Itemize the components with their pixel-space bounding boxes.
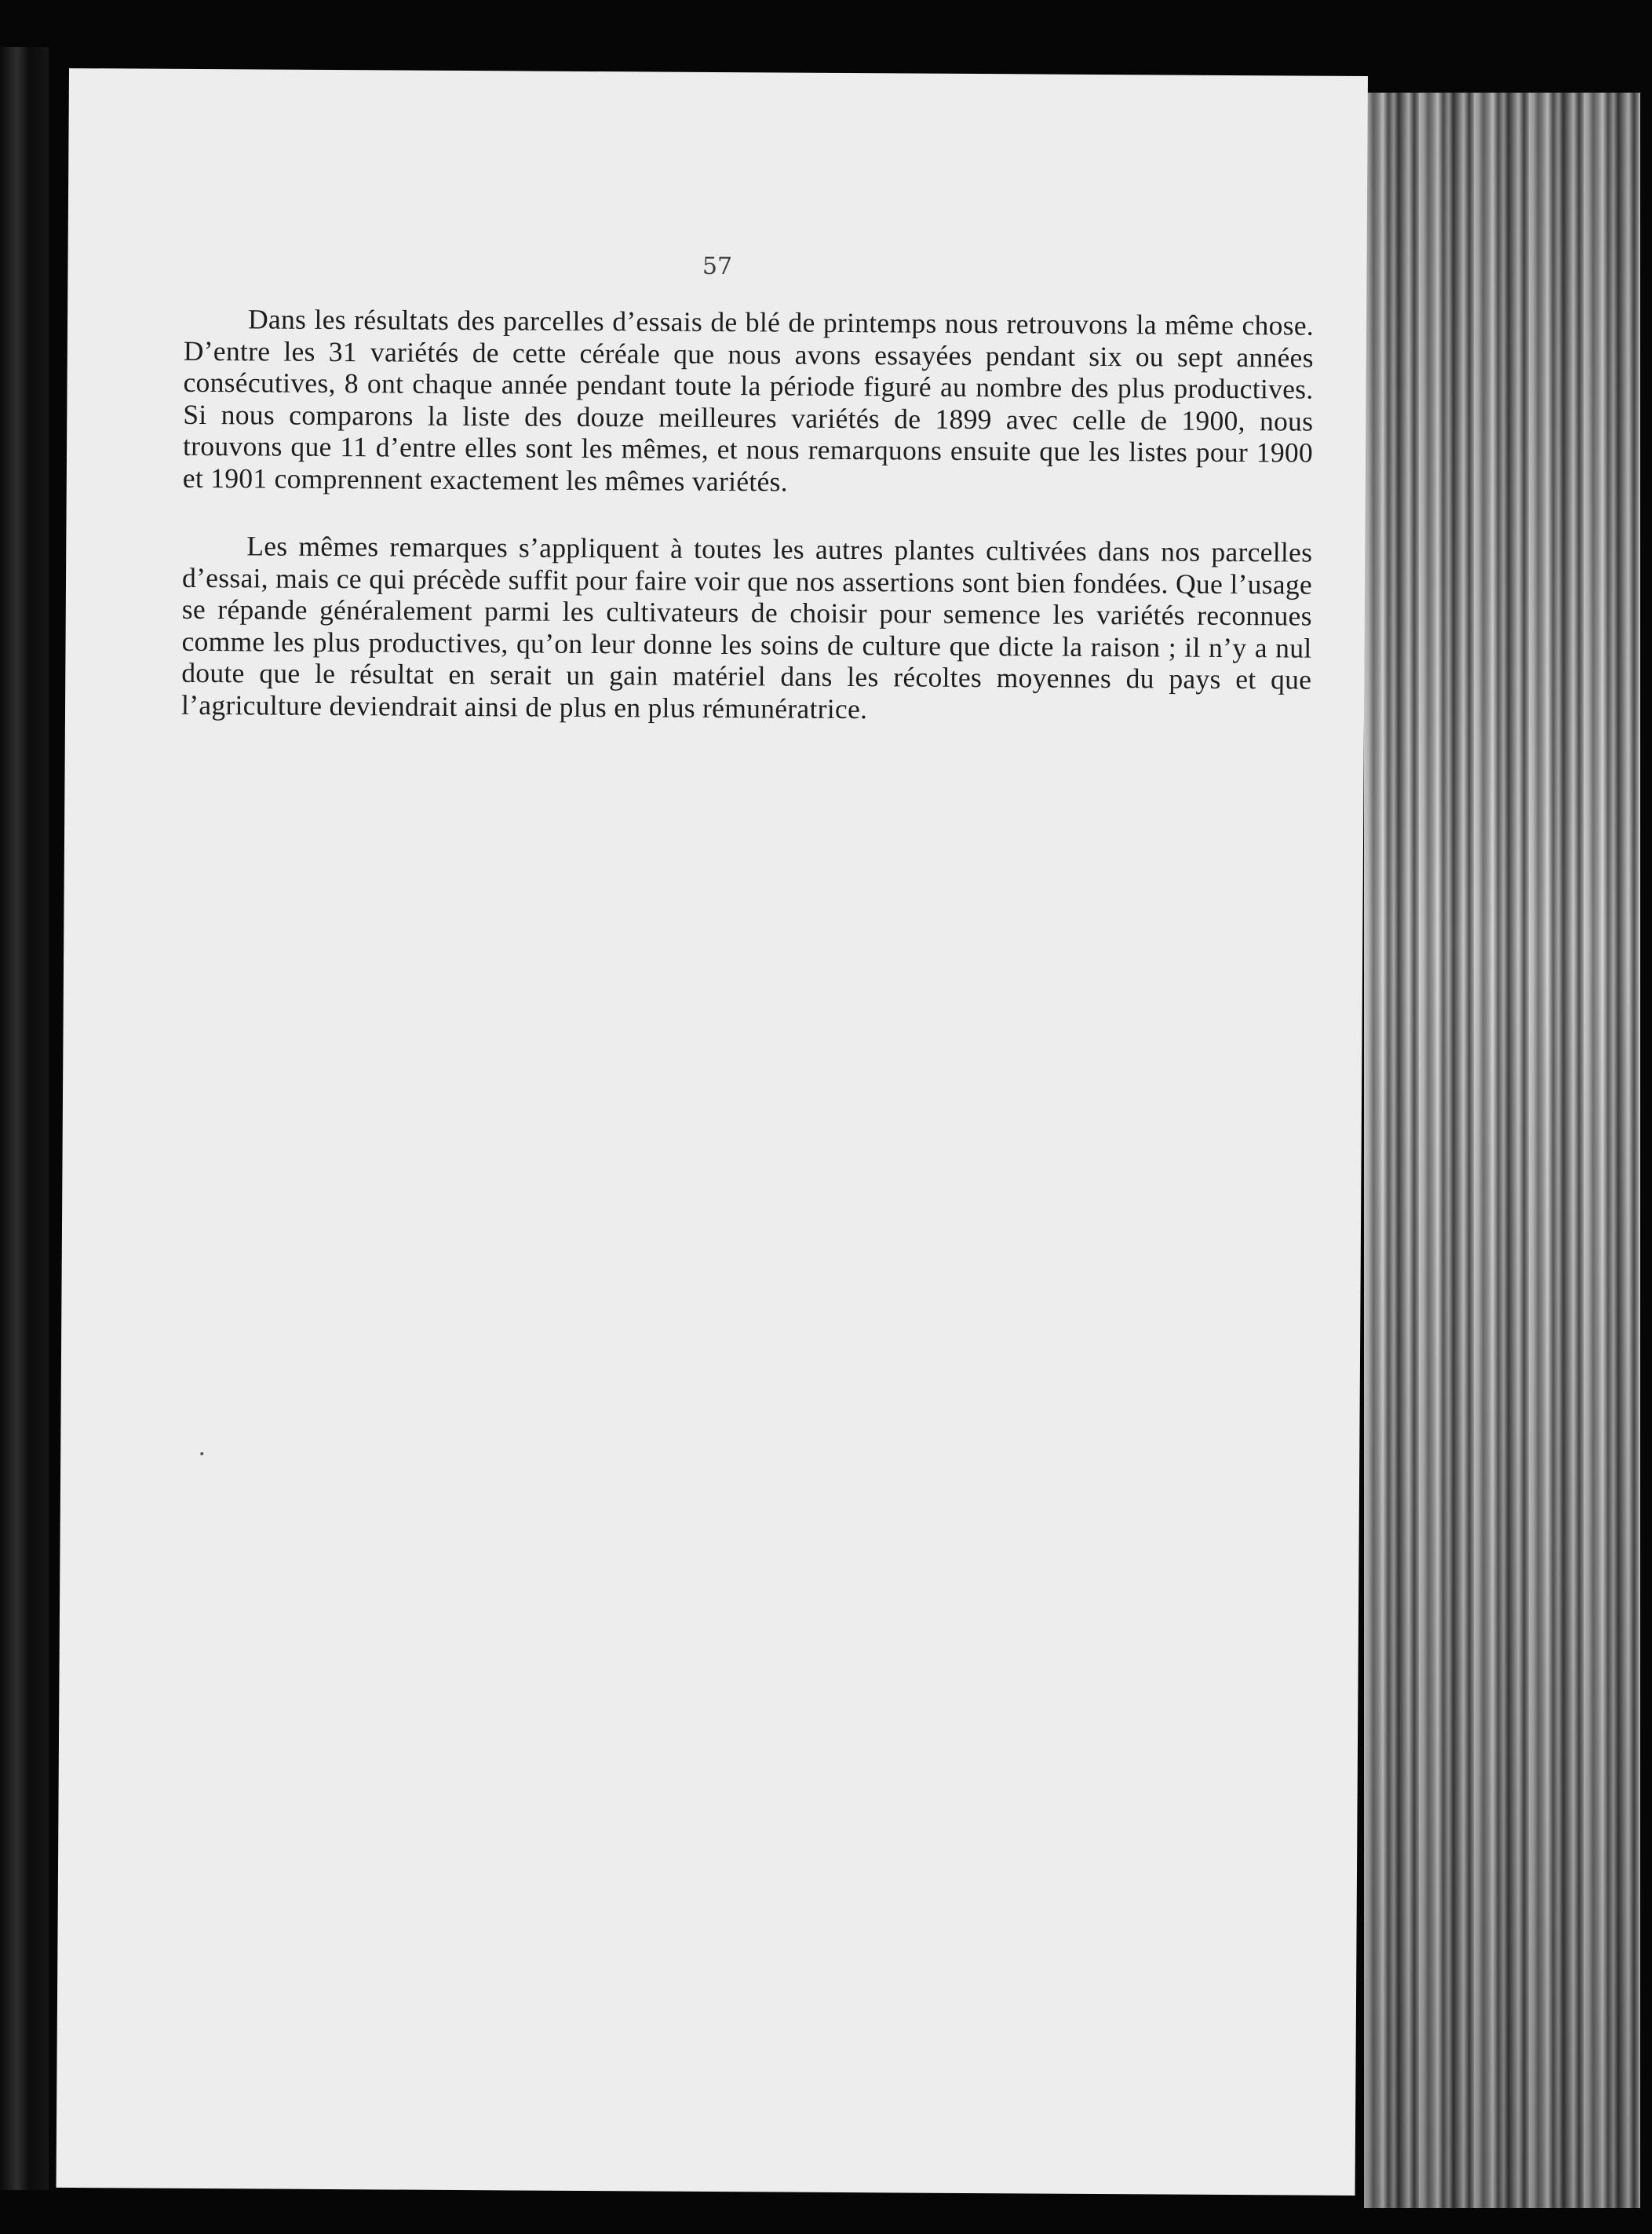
previous-page-edge <box>0 47 49 2190</box>
page-body <box>181 303 1315 764</box>
speck <box>200 1452 203 1455</box>
book-page <box>57 68 1368 2196</box>
paragraph-1: Dans les résultats des parcelles d’essais de blé de printemps nous retrouvons la même chose. D’entre les 31 variétés de cette céréale que nous avons essayées pendant six ou sept années consécutives, 8 ont chaque année pendant toute la période figuré au nombre des plus productives. Si nous comparons la liste des douze meilleures variétés de 1899 avec celle de 1900, nous trouvons que 11 d’entre elles sont les mêmes, et nous remarquons ensuite que les listes pour 1900 et 1901 comprennent exactement les mêmes variétés. <box>182 303 1315 498</box>
paragraph-2: Les mêmes remarques s’appliquent à toutes les autres plantes cultivées dans nos parcelles d’essai, mais ce qui précède suffit pour faire voir que nos assertions sont bien fondées. Que l’usage se répande généralement parmi les cultivateurs de choisir pour semence les variétés reconnues comme les plus productives, qu’on leur donne les soins de culture que dicte la raison ; il n’y a nul doute que le résultat en serait un gain matériel dans les récoltes moyennes du pays et que l’agriculture deviendrait ainsi de plus en plus rémunératrice. <box>181 530 1313 725</box>
book-page-edges <box>1364 93 1640 2208</box>
page-number: 57 <box>702 252 733 281</box>
